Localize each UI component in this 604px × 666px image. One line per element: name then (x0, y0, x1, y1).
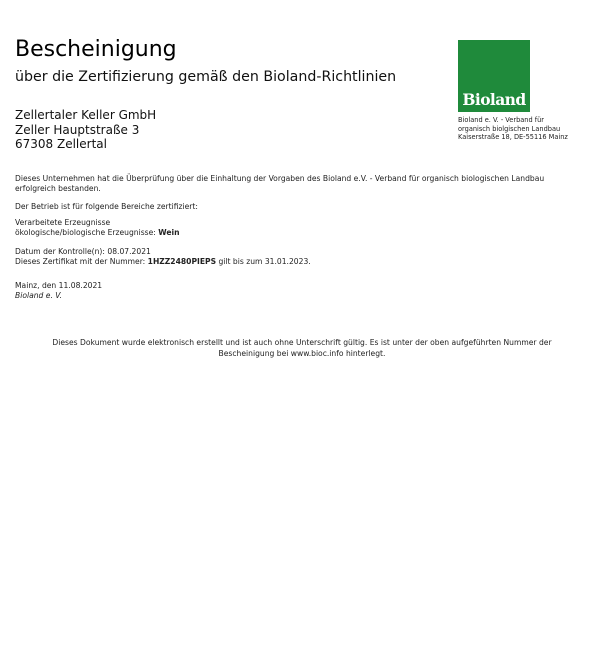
certificate-number: 1HZZ2480PIEPS (147, 257, 217, 266)
products-label: ökologische/biologische Erzeugnisse: (15, 228, 159, 237)
document-title: Bescheinigung (15, 37, 177, 62)
signatory: Bioland e. V. (15, 291, 63, 300)
inspection-date: 08.07.2021 (107, 247, 151, 256)
recipient-street: Zeller Hauptstraße 3 (15, 122, 140, 137)
document-subtitle: über die Zertifizierung gemäß den Bioland-Richtlinien (15, 69, 397, 85)
issuer-line-3: Kaiserstraße 18, DE-55116 Mainz (458, 133, 568, 142)
certified-areas (15, 218, 585, 238)
certificate-prefix: Dieses Zertifikat mit der Nummer: (15, 257, 148, 266)
recipient-city: 67308 Zellertal (15, 137, 107, 151)
inspection-date-line (15, 247, 585, 257)
areas-intro-text: Der Betrieb ist für folgende Bereiche zertifiziert: (15, 202, 198, 211)
certificate-suffix: gilt bis zum 31.01.2023. (216, 257, 311, 266)
footer-note (20, 337, 584, 359)
products-value: Wein (158, 228, 180, 237)
recipient-name: Zellertaler Keller GmbH (15, 108, 157, 122)
intro-line-2: erfolgreich bestanden. (15, 184, 101, 193)
intro-line-1: Dieses Unternehmen hat die Überprüfung über die Einhaltung der Vorgaben des Bioland e.V. - Verband für organisch biologischen Landbau (15, 174, 545, 183)
signature-block (15, 281, 585, 301)
certified-products (15, 228, 585, 238)
issuer-address (458, 116, 568, 142)
inspection-label: Datum der Kontrolle(n): (15, 247, 108, 256)
bioland-logo (458, 40, 530, 112)
issuer-line-1: Bioland e. V. - Verband für (458, 116, 544, 124)
place-date: Mainz, den 11.08.2021 (15, 281, 103, 290)
intro-paragraph (15, 174, 580, 194)
certified-category: Verarbeitete Erzeugnisse (15, 218, 111, 227)
bioland-logo-text: Bioland (462, 90, 526, 109)
certificate-details (15, 247, 585, 267)
footer-line-1: Dieses Dokument wurde elektronisch erstellt und ist auch ohne Unterschrift gültig. Es ist unter der oben aufgeführten Nummer der (52, 338, 552, 347)
areas-intro (15, 202, 585, 212)
recipient-address (15, 108, 156, 152)
certificate-validity-line (15, 257, 585, 267)
issuer-line-2: organisch biolgischen Landbau (458, 124, 561, 133)
footer-line-2: Bescheinigung bei www.bioc.info hinterlegt. (218, 349, 386, 358)
